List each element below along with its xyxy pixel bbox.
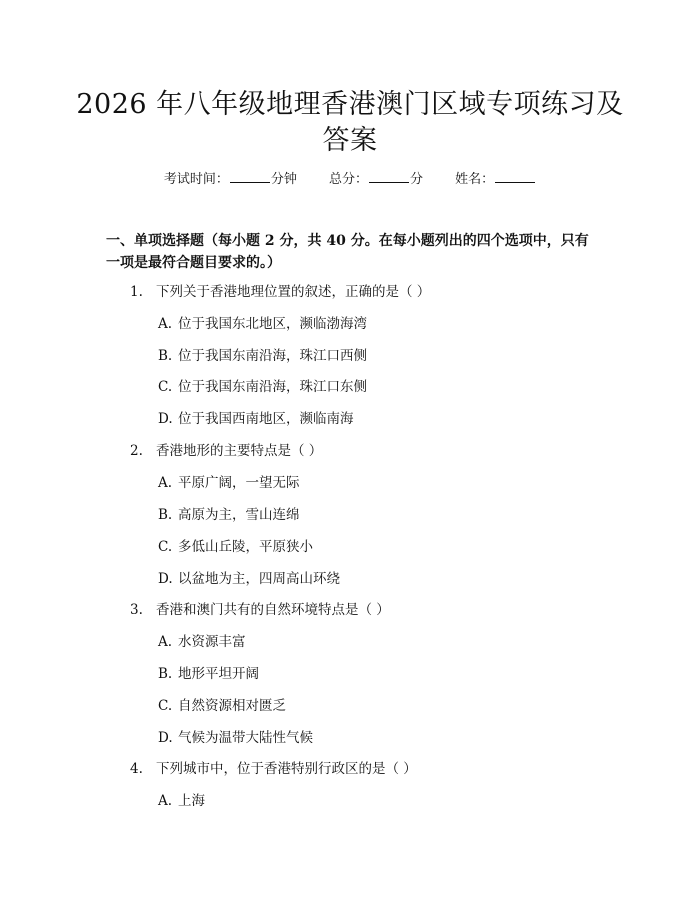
exam-time-blank [230, 169, 270, 183]
exam-info-bar [0, 169, 700, 189]
name-blank [495, 169, 535, 183]
question-text: 香港地形的主要特点是（ ） [156, 443, 323, 459]
option-letter: B. [158, 348, 173, 364]
option-letter: A. [158, 634, 173, 650]
option-text: 地形平坦开阔 [178, 666, 259, 682]
exam-time-label: 考试时间： [163, 172, 229, 187]
question-number: 1. [130, 284, 143, 300]
option-letter: C. [158, 539, 173, 555]
total-score-label: 总分： [328, 172, 368, 187]
total-score-field [329, 169, 423, 189]
question-text: 下列城市中，位于香港特别行政区的是（ ） [156, 761, 417, 777]
option-letter: D. [158, 730, 173, 746]
question-3-option-a [158, 633, 246, 651]
exam-time-field [164, 169, 297, 189]
name-field [455, 169, 536, 189]
question-4-option-a [158, 792, 205, 810]
question-3-option-d [158, 729, 313, 747]
option-text: 水资源丰富 [178, 634, 246, 650]
question-2-option-d [158, 570, 340, 588]
option-letter: A. [158, 475, 173, 491]
option-letter: C. [158, 698, 173, 714]
exam-time-unit: 分钟 [270, 172, 297, 187]
option-text: 位于我国东北地区，濒临渤海湾 [178, 316, 367, 332]
option-text: 位于我国东南沿海，珠江口东侧 [178, 379, 367, 395]
option-letter: B. [158, 507, 173, 523]
title-line-1: 2026 年八年级地理香港澳门区域专项练习及 [76, 89, 624, 120]
question-2 [130, 442, 322, 460]
name-label: 姓名： [455, 172, 495, 187]
option-text: 高原为主，雪山连绵 [178, 507, 300, 523]
option-text: 上海 [178, 793, 205, 809]
question-1-option-b [158, 347, 367, 365]
question-3-option-b [158, 665, 259, 683]
question-1 [130, 283, 430, 301]
option-letter: B. [158, 666, 173, 682]
option-text: 气候为温带大陆性气候 [178, 730, 313, 746]
section-heading: 一、单项选择题（每小题 2 分，共 40 分。在每小题列出的四个选项中，只有一项是最符合题目要求的。） [106, 233, 589, 271]
option-text: 位于我国东南沿海，珠江口西侧 [178, 348, 367, 364]
question-number: 4. [130, 761, 143, 777]
question-3-option-c [158, 697, 286, 715]
question-2-option-c [158, 538, 313, 556]
question-1-option-d [158, 410, 354, 428]
question-text: 下列关于香港地理位置的叙述，正确的是（ ） [156, 284, 431, 300]
option-letter: C. [158, 379, 173, 395]
option-text: 平原广阔，一望无际 [178, 475, 300, 491]
question-text: 香港和澳门共有的自然环境特点是（ ） [156, 602, 390, 618]
option-text: 多低山丘陵，平原狭小 [178, 539, 313, 555]
option-text: 位于我国西南地区，濒临南海 [178, 411, 354, 427]
question-2-option-b [158, 506, 300, 524]
question-1-option-c [158, 378, 367, 396]
total-score-unit: 分 [410, 172, 424, 187]
option-letter: D. [158, 411, 173, 427]
total-score-blank [369, 169, 409, 183]
question-1-option-a [158, 315, 367, 333]
title-line-2: 答案 [322, 125, 378, 156]
option-letter: A. [158, 793, 173, 809]
option-text: 自然资源相对匮乏 [178, 698, 286, 714]
question-4 [130, 760, 417, 778]
page-title [60, 88, 640, 158]
option-letter: A. [158, 316, 173, 332]
option-text: 以盆地为主，四周高山环绕 [178, 571, 340, 587]
question-number: 2. [130, 443, 143, 459]
question-3 [130, 601, 390, 619]
question-2-option-a [158, 474, 300, 492]
option-letter: D. [158, 571, 173, 587]
question-number: 3. [130, 602, 143, 618]
